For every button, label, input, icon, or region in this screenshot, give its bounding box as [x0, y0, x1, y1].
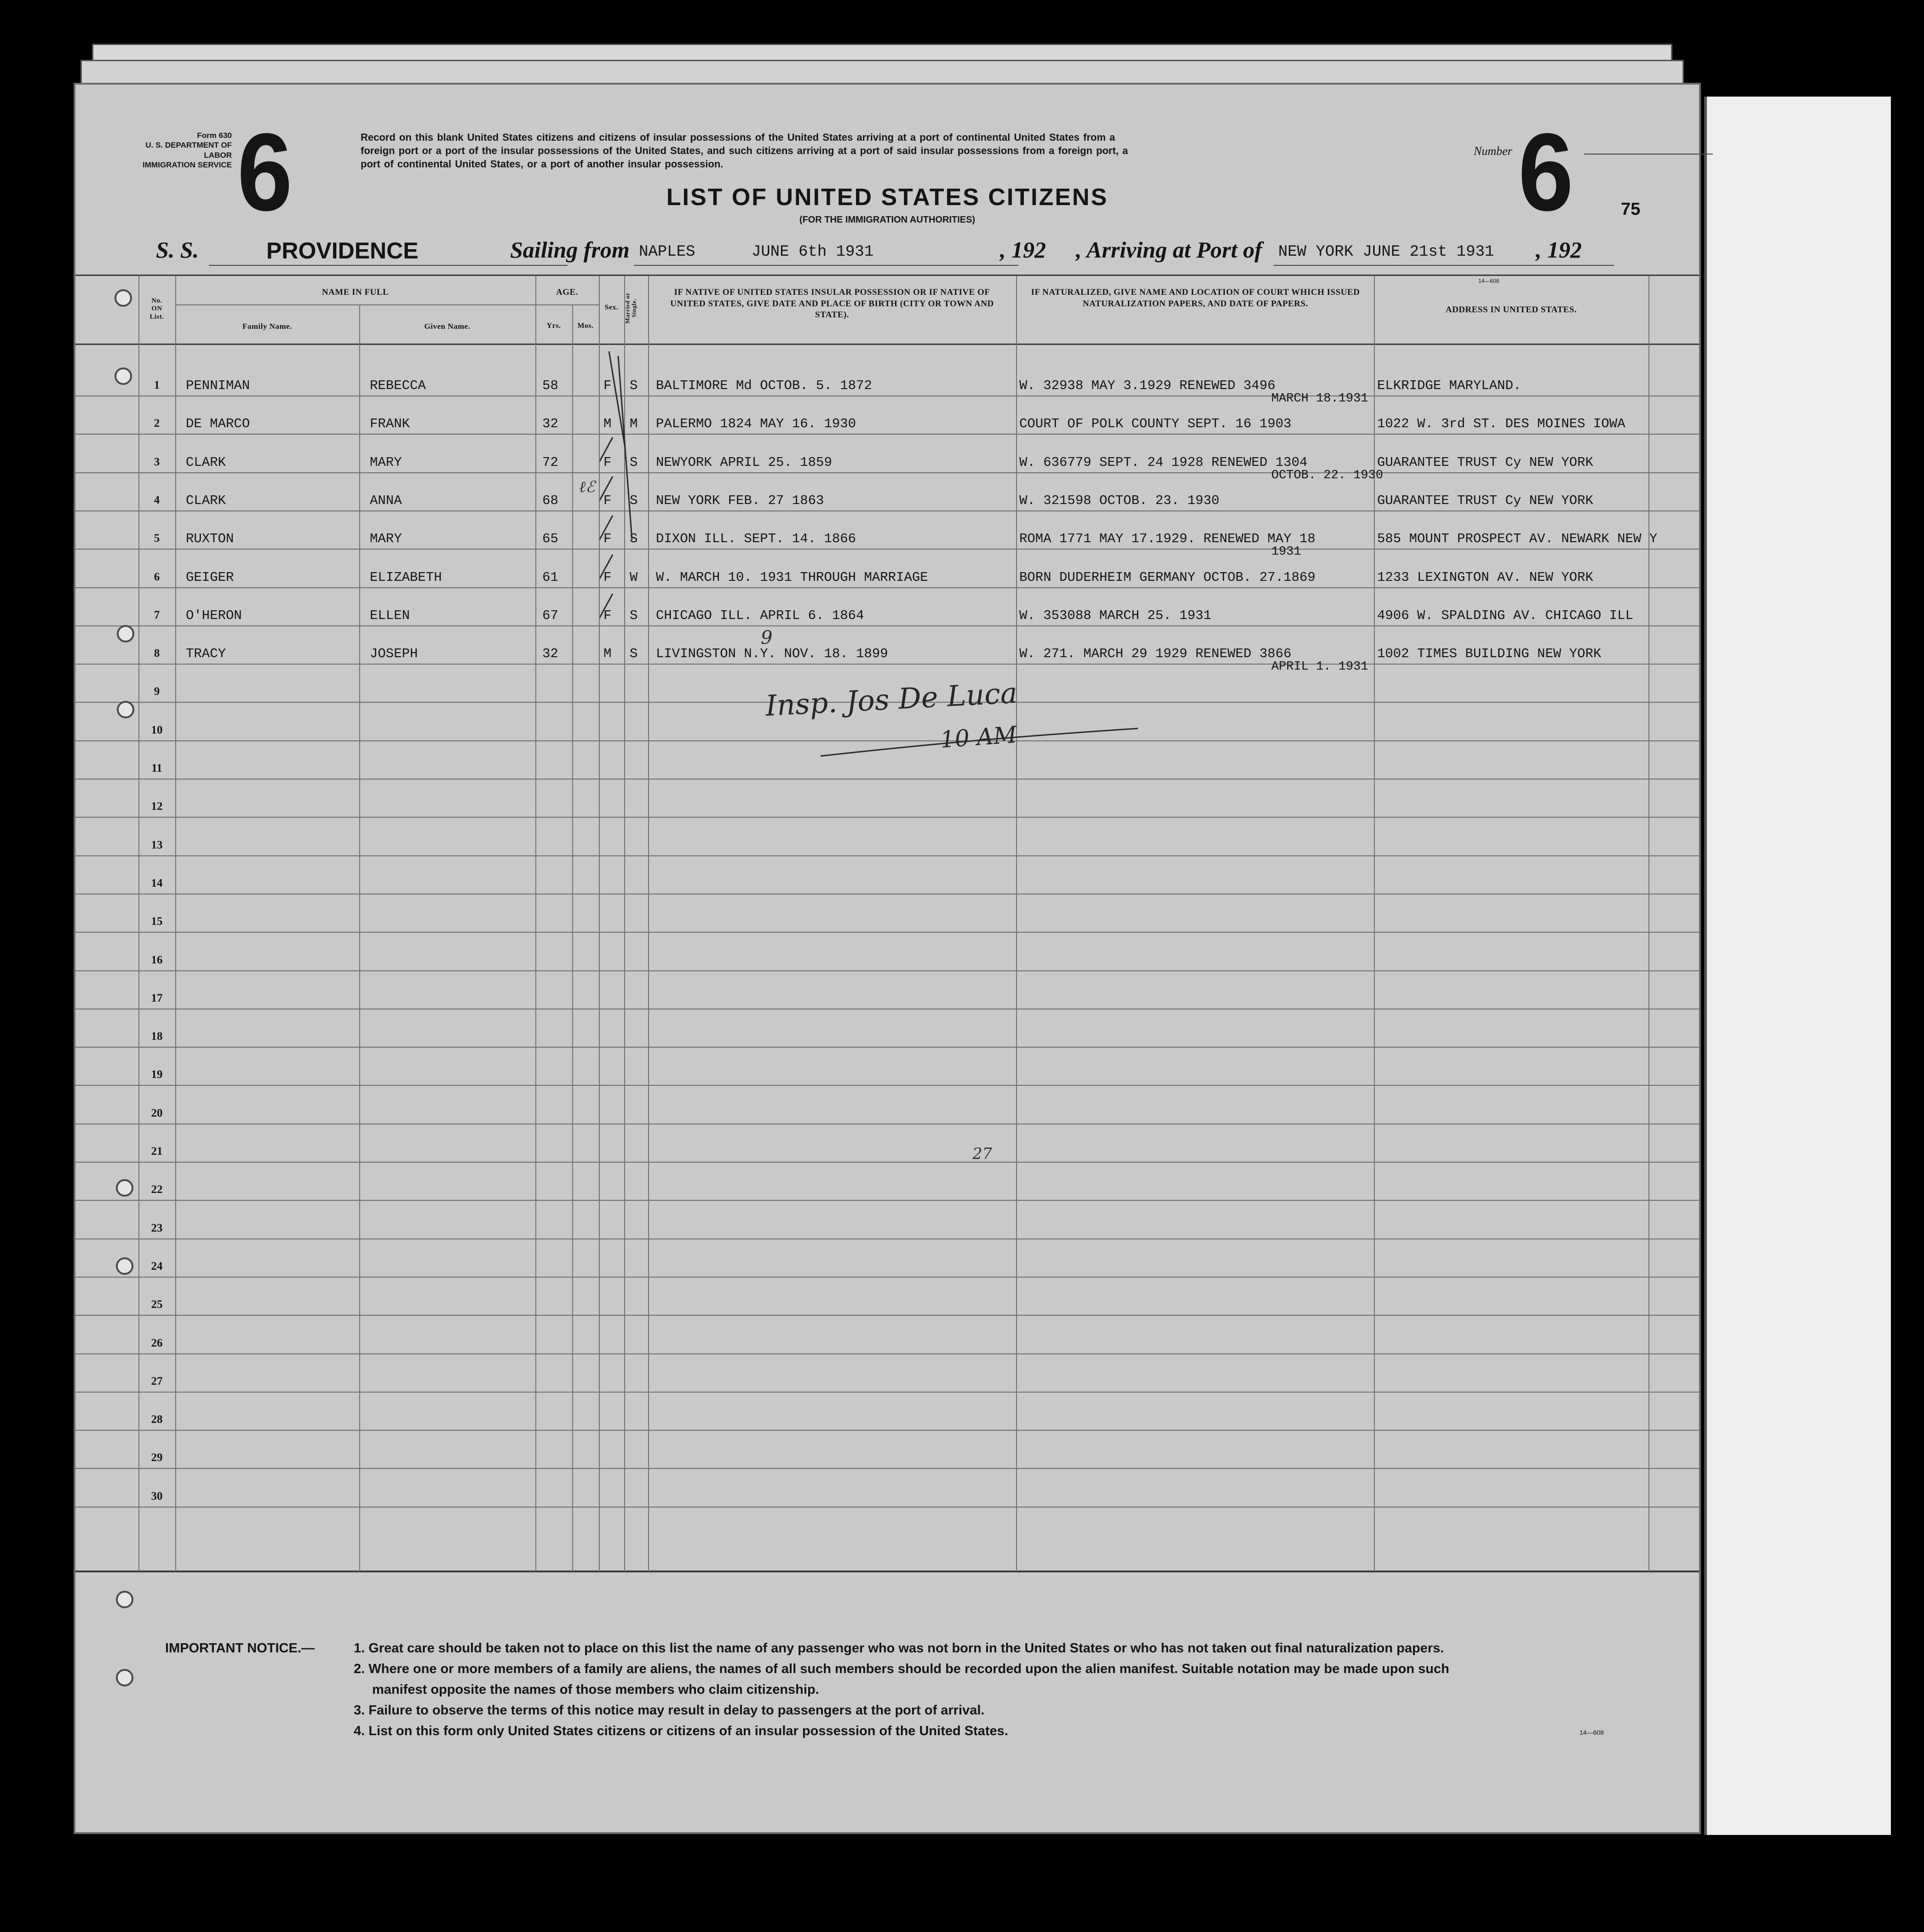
row-number: 17	[151, 992, 163, 1004]
arrival-underline	[1274, 265, 1614, 266]
row-rule	[75, 625, 1699, 626]
cell-nat-continued: APRIL 1. 1931	[1271, 660, 1368, 674]
cell-nat-continued: 1931	[1271, 545, 1301, 559]
row-rule	[75, 779, 1699, 780]
cell-sex: F	[603, 493, 612, 508]
row-rule	[75, 1430, 1699, 1431]
header-address: ADDRESS IN UNITED STATES.	[1445, 305, 1577, 315]
row-number: 6	[154, 570, 160, 583]
row-number: 27	[151, 1375, 163, 1387]
cell-given: ELIZABETH	[370, 569, 442, 585]
cell-yrs: 67	[542, 608, 558, 623]
cell-addr: 4906 W. SPALDING AV. CHICAGO ILL	[1377, 608, 1633, 623]
row-number: 22	[151, 1183, 163, 1196]
cell-yrs: 58	[542, 378, 558, 393]
cell-given: ELLEN	[370, 608, 410, 623]
cell-nat: W. 353088 MARCH 25. 1931	[1019, 608, 1212, 623]
row-rule	[75, 855, 1699, 856]
manifest-sheet	[74, 83, 1701, 1834]
row-rule	[75, 817, 1699, 818]
cell-family: CLARK	[186, 493, 226, 508]
punch-hole	[117, 701, 134, 718]
instructions-line-3: port of continental United States, or a port of another insular possession.	[361, 158, 724, 170]
cell-given: MARY	[370, 531, 402, 547]
stamp-number: 75	[1621, 200, 1641, 219]
department-name: U. S. DEPARTMENT OF LABOR	[145, 141, 232, 160]
punch-hole	[116, 1591, 133, 1608]
instructions-line-1: Record on this blank United States citizens and citizens of insular possessions of the United States arriving at a port of continental United States from a	[361, 132, 1115, 143]
facing-page	[1704, 97, 1891, 1835]
cell-ms: S	[630, 454, 638, 470]
row-number: 8	[154, 647, 160, 660]
ship-name: PROVIDENCE	[266, 238, 419, 264]
cell-yrs: 72	[542, 454, 558, 470]
cell-yrs: 32	[542, 416, 558, 432]
row-rule	[75, 1353, 1699, 1354]
row-number: 30	[151, 1490, 163, 1502]
inspector-signature: Insp. Jos De Luca	[764, 676, 1018, 723]
header-no-on-list	[138, 297, 175, 321]
header-married-or-single: Married or Single.	[624, 292, 638, 324]
row-rule	[75, 1047, 1699, 1048]
cell-birth: CHICAGO ILL. APRIL 6. 1864	[656, 608, 864, 623]
age-subheader-rule	[535, 304, 599, 305]
punch-hole	[116, 1179, 133, 1197]
ship-underline	[209, 265, 568, 266]
punch-hole	[116, 1257, 133, 1275]
form-number: Form 630	[197, 131, 232, 140]
arrival-port-date: NEW YORK JUNE 21st 1931	[1278, 243, 1494, 261]
row-rule	[75, 510, 1699, 511]
header-sex: Sex.	[604, 304, 619, 311]
cell-nat-continued: MARCH 18.1931	[1271, 392, 1368, 406]
row-rule	[75, 472, 1699, 473]
cell-addr: 1233 LEXINGTON AV. NEW YORK	[1377, 569, 1593, 585]
row-number: 1	[154, 379, 160, 391]
cell-addr: ELKRIDGE MARYLAND.	[1377, 378, 1522, 393]
cell-nat-continued: OCTOB. 22. 1930	[1271, 468, 1384, 482]
cell-ms: S	[630, 378, 638, 393]
sailing-port: NAPLES	[639, 243, 695, 261]
notice-items	[354, 1638, 1674, 1742]
name-subheader-rule	[175, 304, 535, 305]
row-rule	[75, 970, 1699, 971]
big-number-right: 6	[1518, 110, 1574, 234]
checkmark-column	[600, 342, 655, 627]
cell-ms: S	[630, 493, 638, 508]
ss-label: S. S.	[156, 237, 199, 263]
cell-addr: 585 MOUNT PROSPECT AV. NEWARK NEW Y	[1377, 531, 1658, 547]
row-number: 15	[151, 915, 163, 928]
cell-ms: M	[630, 416, 638, 432]
punch-hole	[117, 625, 134, 642]
row-number: 28	[151, 1413, 163, 1426]
big-number-left: 6	[237, 110, 293, 234]
punch-hole	[115, 289, 132, 307]
check-stroke	[618, 356, 632, 540]
check-mark	[600, 476, 613, 502]
cell-nat: W. 636779 SEPT. 24 1928 RENEWED 1304	[1019, 454, 1308, 470]
row-rule	[75, 1277, 1699, 1278]
cell-addr: 1022 W. 3rd ST. DES MOINES IOWA	[1377, 416, 1625, 432]
cell-family: PENNIMAN	[186, 378, 250, 393]
col-divider	[175, 275, 176, 1571]
row-number: 5	[154, 532, 160, 545]
row-rule	[75, 1238, 1699, 1239]
check-mark	[600, 437, 613, 463]
punch-hole	[115, 367, 132, 385]
cell-ms: S	[630, 608, 638, 623]
corner-code: 14—608	[1478, 278, 1499, 284]
page-title: LIST OF UNITED STATES CITIZENS	[666, 184, 1108, 211]
notice-item-4: 4. List on this form only United States citizens or citizens of an insular possession of the United States.	[354, 1723, 1008, 1738]
row-number: 7	[154, 608, 160, 621]
row-rule	[75, 549, 1699, 550]
header-birthplace: IF NATIVE OF UNITED STATES INSULAR POSSESSION OR IF NATIVE OF UNITED STATES, GIVE DATE AND PLACE OF BIRTH (CITY OR TOWN AND STATE).	[670, 287, 994, 320]
header-naturalization: IF NATURALIZED, GIVE NAME AND LOCATION OF COURT WHICH ISSUED NATURALIZATION PAPERS, AND DATE OF PAPERS.	[1031, 287, 1360, 309]
row-number: 4	[154, 493, 160, 506]
notice-heading: IMPORTANT NOTICE.—	[165, 1641, 315, 1656]
cell-sex: F	[603, 378, 612, 393]
cell-family: O'HERON	[186, 608, 242, 623]
cell-given: MARY	[370, 454, 402, 470]
cell-nat: W. 32938 MAY 3.1929 RENEWED 3496	[1019, 378, 1275, 393]
stray-number: 27	[972, 1145, 993, 1163]
row-rule	[75, 1468, 1699, 1469]
row-number: 19	[151, 1068, 163, 1081]
notice-item-2: 2. Where one or more members of a family are aliens, the names of all such members should be recorded upon the alien manifest. Suitable notation may be made upon such	[354, 1661, 1449, 1676]
notice-item-2-cont: manifest opposite the names of those members who claim citizenship.	[372, 1682, 819, 1697]
cell-sex: F	[603, 569, 612, 585]
row-rule	[75, 1200, 1699, 1201]
table-bottom-rule	[75, 1571, 1699, 1572]
cell-ms: W	[630, 569, 638, 585]
cell-yrs: 68	[542, 493, 558, 508]
instructions-line-2: foreign port or a port of the insular possessions of the United States, and such citizens arriving at a port of said insular possessions from a foreign port, a	[361, 145, 1128, 157]
row-number: 26	[151, 1336, 163, 1349]
notice-item-3: 3. Failure to observe the terms of this notice may result in delay to passengers at the port of arrival.	[354, 1703, 985, 1718]
row-number: 24	[151, 1260, 163, 1273]
header-family-name: Family Name.	[242, 322, 292, 331]
sailing-date: JUNE 6th 1931	[752, 243, 874, 261]
cell-nat: COURT OF POLK COUNTY SEPT. 16 1903	[1019, 416, 1292, 432]
year-label-1: , 192	[1000, 237, 1046, 263]
row-rule	[75, 434, 1699, 435]
cell-given: REBECCA	[370, 378, 426, 393]
row-rule	[75, 587, 1699, 588]
cell-sex: M	[603, 416, 612, 432]
row-rule	[75, 1507, 1699, 1508]
footer-code: 14—608	[1579, 1729, 1604, 1736]
signature-flourish	[765, 710, 1143, 765]
check-mark	[600, 516, 613, 541]
cell-given: FRANK	[370, 416, 410, 432]
margin-initials: ℓℰ	[579, 478, 595, 496]
row-rule	[75, 1315, 1699, 1316]
cell-family: DE MARCO	[186, 416, 250, 432]
row-rule	[75, 1392, 1699, 1393]
header-no-text: No. ON List.	[149, 297, 164, 321]
number-label: Number	[1474, 144, 1512, 158]
cell-birth: PALERMO 1824 MAY 16. 1930	[656, 416, 856, 432]
row-number: 23	[151, 1221, 163, 1234]
header-given-name: Given Name.	[424, 322, 471, 331]
cell-birth: LIVINGSTON N.Y. NOV. 18. 1899	[656, 646, 888, 662]
row-number: 25	[151, 1298, 163, 1311]
header-age: AGE.	[556, 287, 578, 297]
check-stroke	[609, 351, 625, 448]
sailing-from-label: Sailing from	[510, 237, 630, 263]
cell-sex: F	[603, 454, 612, 470]
cell-given: JOSEPH	[370, 646, 418, 662]
cell-family: CLARK	[186, 454, 226, 470]
row-number: 2	[154, 417, 160, 430]
time-note: 10 AM	[939, 721, 1018, 753]
row-number: 13	[151, 838, 163, 851]
cell-addr: GUARANTEE TRUST Cy NEW YORK	[1377, 454, 1593, 470]
year-label-2: , 192	[1536, 237, 1582, 263]
row-rule	[75, 932, 1699, 933]
row-rule	[75, 1085, 1699, 1086]
punch-hole	[116, 1669, 133, 1686]
cell-sex: F	[603, 531, 612, 547]
cell-addr: GUARANTEE TRUST Cy NEW YORK	[1377, 493, 1593, 508]
row-number: 29	[151, 1451, 163, 1464]
row-number: 20	[151, 1106, 163, 1119]
cell-family: GEIGER	[186, 569, 234, 585]
header-yrs: Yrs.	[546, 322, 561, 330]
notice-item-1: 1. Great care should be taken not to place on this list the name of any passenger who was not born in the United States or who has not taken out final naturalization papers.	[354, 1641, 1444, 1656]
cell-nat: ROMA 1771 MAY 17.1929. RENEWED MAY 18	[1019, 531, 1315, 547]
page-subtitle: (FOR THE IMMIGRATION AUTHORITIES)	[799, 215, 976, 225]
number-underline	[1584, 154, 1713, 155]
arriving-label: , Arriving at Port of	[1076, 237, 1263, 263]
table-header-rule	[75, 344, 1699, 345]
header-mos: Mos.	[577, 322, 594, 330]
cell-family: RUXTON	[186, 531, 234, 547]
col-divider	[1016, 275, 1017, 1571]
cell-birth: DIXON ILL. SEPT. 14. 1866	[656, 531, 856, 547]
cell-addr: 1002 TIMES BUILDING NEW YORK	[1377, 646, 1602, 662]
header-name-in-full: NAME IN FULL	[322, 287, 389, 297]
row8-overwrite: 9	[761, 627, 773, 648]
cell-yrs: 32	[542, 646, 558, 662]
row-number: 11	[151, 762, 162, 774]
row-number: 14	[151, 877, 163, 889]
row-number: 10	[151, 723, 163, 736]
cell-birth: W. MARCH 10. 1931 THROUGH MARRIAGE	[656, 569, 928, 585]
cell-ms: S	[630, 646, 638, 662]
cell-nat: BORN DUDERHEIM GERMANY OCTOB. 27.1869	[1019, 569, 1315, 585]
row-number: 12	[151, 800, 163, 813]
service-name: IMMIGRATION SERVICE	[143, 160, 232, 169]
cell-yrs: 65	[542, 531, 558, 547]
row-number: 18	[151, 1030, 163, 1043]
check-mark	[600, 555, 613, 580]
check-mark	[600, 594, 613, 619]
cell-birth: BALTIMORE Md OCTOB. 5. 1872	[656, 378, 872, 393]
cell-given: ANNA	[370, 493, 402, 508]
cell-sex: F	[603, 608, 612, 623]
row-number: 3	[154, 455, 160, 468]
cell-ms: S	[630, 531, 638, 547]
cell-nat: W. 271. MARCH 29 1929 RENEWED 3866	[1019, 646, 1292, 662]
col-divider	[138, 275, 139, 1571]
sailing-underline	[634, 265, 1018, 266]
cell-sex: M	[603, 646, 612, 662]
cell-yrs: 61	[542, 569, 558, 585]
row-number: 9	[154, 685, 160, 698]
row-rule	[75, 1162, 1699, 1163]
form-instructions	[361, 131, 1488, 171]
col-divider	[359, 304, 360, 1571]
col-divider	[535, 275, 536, 1571]
col-divider	[572, 304, 573, 1571]
cell-birth: NEW YORK FEB. 27 1863	[656, 493, 824, 508]
cell-family: TRACY	[186, 646, 226, 662]
form-id	[131, 131, 232, 170]
table-top-rule	[75, 275, 1699, 276]
row-number: 16	[151, 953, 163, 966]
row-rule	[75, 664, 1699, 665]
cell-birth: NEWYORK APRIL 25. 1859	[656, 454, 832, 470]
row-number: 21	[151, 1145, 163, 1158]
cell-nat: W. 321598 OCTOB. 23. 1930	[1019, 493, 1220, 508]
col-divider	[1648, 275, 1649, 1571]
